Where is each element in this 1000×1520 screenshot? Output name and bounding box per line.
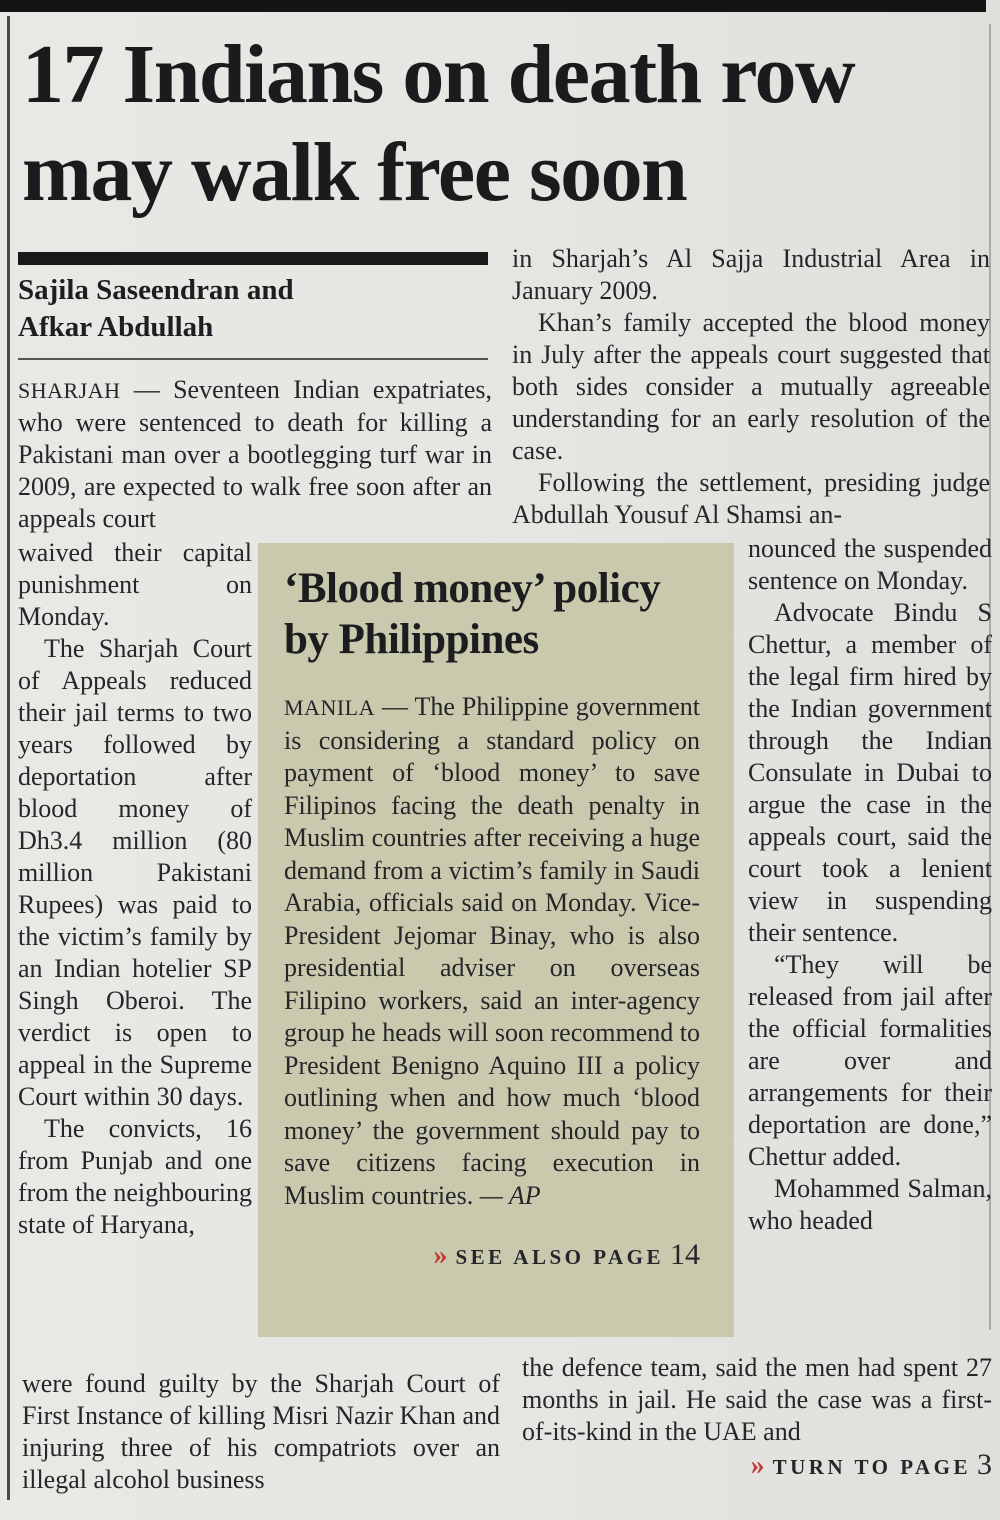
- byline: [18, 272, 488, 346]
- left-narrow-column: [18, 537, 252, 1241]
- byline-author-1: Sajila Saseendran and: [18, 274, 294, 306]
- turn-to-ref: [520, 1448, 992, 1482]
- article-paragraph: “They will be released from jail after the official formalities are over and arrangements for their deportation are done,” Chettur added.: [748, 950, 992, 1171]
- article-paragraph: Khan’s family accepted the blood money in July after the appeals court suggested that both sides consider a mutually agreeable understanding for an early resolution of the case.: [512, 308, 990, 465]
- inset-box: [258, 543, 734, 1337]
- article-paragraph: in Sharjah’s Al Sajja Industrial Area in January 2009.: [512, 244, 990, 305]
- byline-rule-top: [18, 252, 488, 265]
- article-paragraph: the defence team, said the men had spent 27 months in jail. He said the case was a first-of-its-kind in the UAE and: [522, 1353, 992, 1446]
- article-paragraph: were found guilty by the Sharjah Court of First Instance of killing Misri Nazir Khan and injuring three of his compatriots over an illegal alcohol business: [22, 1369, 500, 1494]
- inset-box-body: [284, 691, 700, 1212]
- chevron-icon: »: [433, 1240, 448, 1271]
- turn-to-page-number: 3: [977, 1448, 992, 1481]
- byline-author-2: Afkar Abdullah: [18, 311, 214, 343]
- dateline: SHARJAH: [18, 378, 121, 403]
- left-bottom-paragraph: [22, 1368, 500, 1496]
- turn-to-label: TURN TO PAGE: [772, 1455, 971, 1479]
- article-paragraph: nounced the suspended sentence on Monday.: [748, 534, 992, 595]
- chevron-icon: »: [750, 1450, 765, 1481]
- wire-credit: — AP: [479, 1180, 541, 1210]
- masthead-rule: [0, 0, 986, 12]
- article-paragraph: Advocate Bindu S Chettur, a member of the legal firm hired by the Indian government through the Indian Consulate in Dubai to argue the case in the appeals court, said the court took a lenient view in suspending their sentence.: [748, 598, 992, 947]
- inset-box-title: ‘Blood money’ policy by Philippines: [284, 565, 661, 663]
- article-paragraph: waived their capital punishment on Monday.: [18, 538, 252, 631]
- inset-dateline: MANILA: [284, 695, 375, 720]
- article-paragraph: Mohammed Salman, who headed: [748, 1174, 992, 1235]
- byline-rule-bottom: [18, 358, 488, 360]
- headline: 17 Indians on death row may walk free soon: [22, 28, 855, 220]
- right-bottom-paragraph: [522, 1352, 992, 1448]
- see-also-page-number: 14: [670, 1238, 700, 1271]
- lead-paragraph: [18, 374, 492, 535]
- article-paragraph: The convicts, 16 from Punjab and one from the neighbouring state of Haryana,: [18, 1114, 252, 1239]
- right-narrow-column: [748, 533, 992, 1237]
- see-also-label: SEE ALSO PAGE: [455, 1245, 664, 1269]
- right-top-column: [512, 243, 990, 531]
- article-paragraph: The Sharjah Court of Appeals reduced their jail terms to two years followed by deportation after blood money of Dh3.4 million (80 million Pakistani Rupees) was paid to the victim’s family by an Indian hotelier SP Singh Oberoi. The verdict is open to appeal in the Supreme Court within 30 days.: [18, 634, 252, 1111]
- lead-text: — Seventeen Indian expatriates, who were sentenced to death for killing a Pakistani man over a bootlegging turf war in 2009, are expected to walk free soon after an appeals court: [18, 375, 492, 533]
- inset-body-text: — The Philippine government is considering a standard policy on payment of ‘blood money’ to save Filipinos facing the death penalty in Muslim countries after receiving a huge demand from a victim’s family in Saudi Arabia, officials said on Monday. Vice-President Jejomar Binay, who is also presidential adviser on overseas Filipino workers, said an inter-agency group he heads will soon recommend to President Benigno Aquino III a policy outlining when and how much ‘blood money’ the government should pay to save citizens facing execution in Muslim countries.: [284, 692, 700, 1210]
- article-paragraph: Following the settlement, presiding judge Abdullah Yousuf Al Shamsi an-: [512, 468, 990, 529]
- left-column-rule: [7, 16, 10, 1500]
- see-also-ref: [284, 1238, 700, 1272]
